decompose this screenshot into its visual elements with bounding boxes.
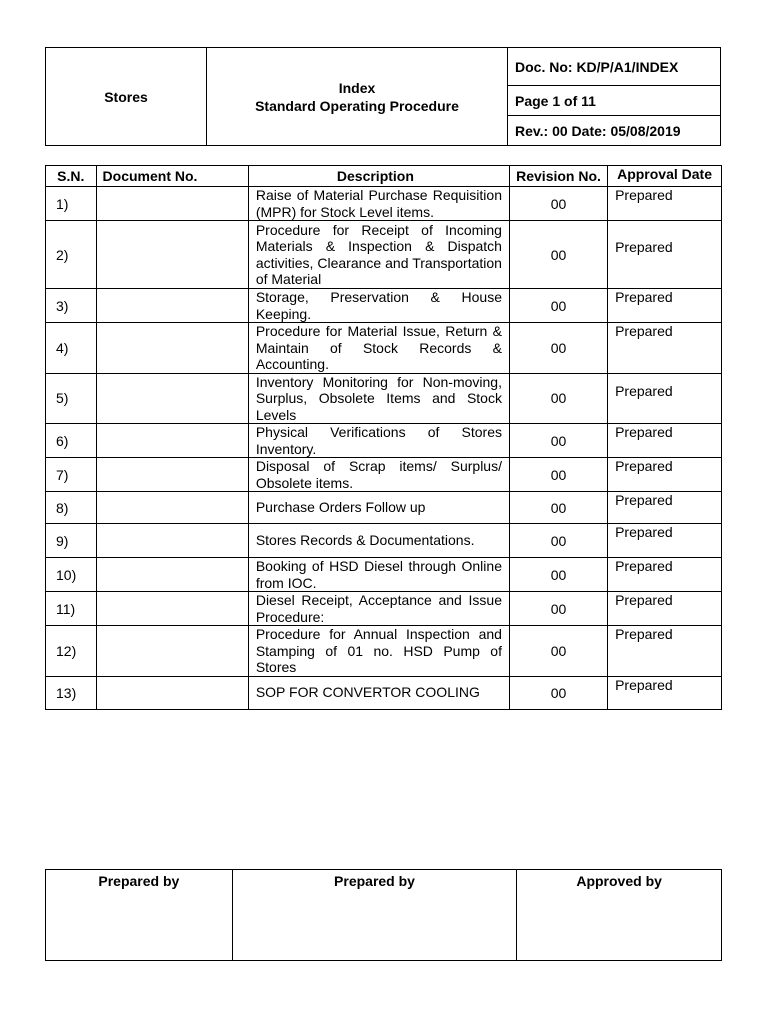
row-sn: 3) (46, 289, 97, 323)
row-sn: 6) (46, 424, 97, 458)
row-sn: 8) (46, 492, 97, 524)
row-approval: Prepared (608, 492, 722, 524)
table-row (46, 458, 722, 492)
row-revision: 00 (509, 424, 607, 458)
table-row (46, 676, 722, 709)
row-docno (96, 187, 248, 221)
row-approval: Prepared (608, 592, 722, 626)
row-revision: 00 (509, 458, 607, 492)
table-row (46, 373, 722, 424)
row-description: Stores Records & Documentations. (248, 524, 509, 558)
col-revision-header: Revision No. (509, 166, 607, 187)
row-sn: 12) (46, 626, 97, 677)
table-row (46, 626, 722, 677)
row-sn: 13) (46, 676, 97, 709)
row-revision: 00 (509, 289, 607, 323)
col-approval-header: Approval Date (608, 166, 722, 187)
row-sn: 1) (46, 187, 97, 221)
table-row (46, 323, 722, 374)
row-description: Raise of Material Purchase Requisition (MPR) for Stock Level items. (248, 187, 509, 221)
row-approval: Prepared (608, 626, 722, 677)
row-sn: 7) (46, 458, 97, 492)
sop-index-table (45, 165, 722, 710)
row-description: Physical Verifications of Stores Inventory. (248, 424, 509, 458)
row-sn: 11) (46, 592, 97, 626)
row-docno (96, 492, 248, 524)
row-approval: Prepared (608, 289, 722, 323)
row-sn: 2) (46, 221, 97, 289)
table-row (46, 592, 722, 626)
row-docno (96, 323, 248, 374)
row-description: Diesel Receipt, Acceptance and Issue Procedure: (248, 592, 509, 626)
table-row (46, 289, 722, 323)
row-docno (96, 424, 248, 458)
approved-by-label: Approved by (517, 870, 722, 961)
table-row (46, 424, 722, 458)
row-sn: 4) (46, 323, 97, 374)
row-approval: Prepared (608, 373, 722, 424)
row-approval: Prepared (608, 187, 722, 221)
col-docno-header: Document No. (96, 166, 248, 187)
table-row (46, 221, 722, 289)
signature-block (45, 869, 722, 961)
revision-date: Rev.: 00 Date: 05/08/2019 (508, 116, 721, 146)
row-docno (96, 221, 248, 289)
row-sn: 10) (46, 558, 97, 592)
row-description: Inventory Monitoring for Non-moving, Surplus, Obsolete Items and Stock Levels (248, 373, 509, 424)
row-description: Procedure for Receipt of Incoming Materials & Inspection & Dispatch activities, Clearance and Transportation of Material (248, 221, 509, 289)
row-docno (96, 676, 248, 709)
row-revision: 00 (509, 187, 607, 221)
row-description: Booking of HSD Diesel through Online from IOC. (248, 558, 509, 592)
row-sn: 9) (46, 524, 97, 558)
row-revision: 00 (509, 323, 607, 374)
col-sn-header: S.N. (46, 166, 97, 187)
row-revision: 00 (509, 676, 607, 709)
row-approval: Prepared (608, 221, 722, 289)
row-approval: Prepared (608, 424, 722, 458)
prepared-by-2-label: Prepared by (232, 870, 517, 961)
row-docno (96, 289, 248, 323)
document-title (207, 48, 508, 146)
row-sn: 5) (46, 373, 97, 424)
row-revision: 00 (509, 592, 607, 626)
row-docno (96, 373, 248, 424)
document-header (45, 47, 721, 146)
row-revision: 00 (509, 373, 607, 424)
row-approval: Prepared (608, 323, 722, 374)
row-description: Disposal of Scrap items/ Surplus/ Obsolete items. (248, 458, 509, 492)
row-revision: 00 (509, 221, 607, 289)
department-label: Stores (46, 48, 207, 146)
row-revision: 00 (509, 558, 607, 592)
table-row (46, 492, 722, 524)
row-docno (96, 458, 248, 492)
table-header-row (46, 166, 722, 187)
row-docno (96, 592, 248, 626)
prepared-by-1-label: Prepared by (46, 870, 233, 961)
row-description: Procedure for Material Issue, Return & Maintain of Stock Records & Accounting. (248, 323, 509, 374)
row-description: Storage, Preservation & House Keeping. (248, 289, 509, 323)
row-revision: 00 (509, 492, 607, 524)
row-docno (96, 524, 248, 558)
title-line-2: Standard Operating Procedure (255, 97, 459, 114)
row-docno (96, 558, 248, 592)
row-approval: Prepared (608, 524, 722, 558)
title-line-1: Index (338, 79, 376, 96)
table-row (46, 187, 722, 221)
row-description: Procedure for Annual Inspection and Stamping of 01 no. HSD Pump of Stores (248, 626, 509, 677)
col-description-header: Description (248, 166, 509, 187)
row-revision: 00 (509, 524, 607, 558)
table-row (46, 558, 722, 592)
page-number: Page 1 of 11 (508, 86, 721, 116)
doc-number: Doc. No: KD/P/A1/INDEX (508, 48, 721, 86)
row-approval: Prepared (608, 676, 722, 709)
row-description: SOP FOR CONVERTOR COOLING (248, 676, 509, 709)
row-description: Purchase Orders Follow up (248, 492, 509, 524)
table-row (46, 524, 722, 558)
row-docno (96, 626, 248, 677)
row-approval: Prepared (608, 558, 722, 592)
row-approval: Prepared (608, 458, 722, 492)
row-revision: 00 (509, 626, 607, 677)
